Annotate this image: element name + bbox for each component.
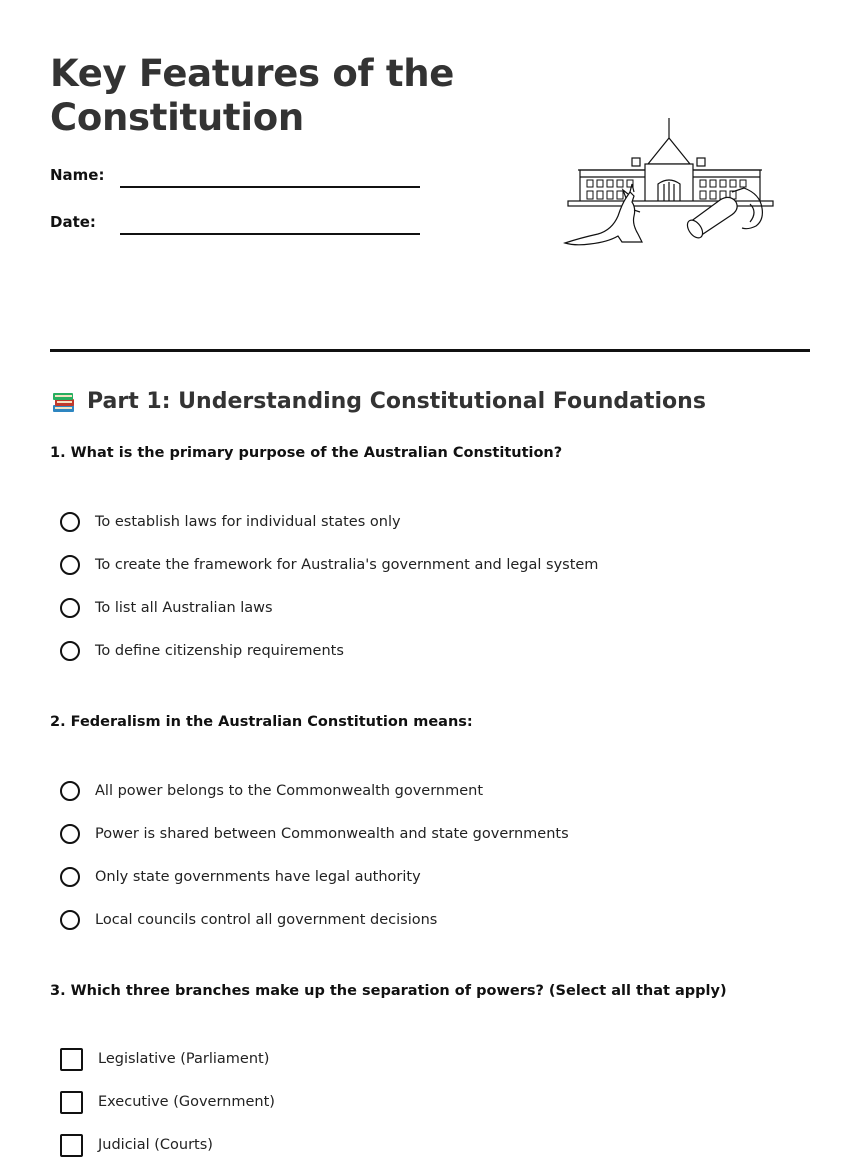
books-icon [50, 388, 77, 415]
q2-option-1[interactable] [60, 778, 483, 804]
q2-option-4[interactable] [60, 907, 437, 933]
radio-button[interactable] [60, 824, 80, 844]
q3-option-1[interactable] [60, 1046, 269, 1072]
radio-button[interactable] [60, 867, 80, 887]
option-label: To list all Australian laws [95, 600, 273, 616]
date-field[interactable] [120, 233, 420, 235]
part1-heading [50, 388, 706, 415]
checkbox[interactable] [60, 1048, 83, 1071]
radio-button[interactable] [60, 781, 80, 801]
section-divider [50, 349, 810, 352]
radio-button[interactable] [60, 598, 80, 618]
date-label: Date: [50, 213, 96, 231]
option-label: Only state governments have legal authority [95, 869, 421, 885]
question-1: 1. What is the primary purpose of the Australian Constitution? [50, 445, 563, 461]
checkbox[interactable] [60, 1091, 83, 1114]
question-3: 3. Which three branches make up the separation of powers? (Select all that apply) [50, 983, 727, 999]
radio-button[interactable] [60, 555, 80, 575]
q3-option-2[interactable] [60, 1089, 275, 1115]
option-label: To define citizenship requirements [95, 643, 344, 659]
q1-option-1[interactable] [60, 509, 401, 535]
radio-button[interactable] [60, 512, 80, 532]
checkbox[interactable] [60, 1134, 83, 1157]
parliament-house-kangaroo-icon [560, 112, 780, 257]
q3-option-3[interactable] [60, 1132, 213, 1158]
q2-option-2[interactable] [60, 821, 569, 847]
q1-option-4[interactable] [60, 638, 344, 664]
page-title-line-2: Constitution [50, 96, 304, 139]
q2-option-3[interactable] [60, 864, 421, 890]
q1-option-2[interactable] [60, 552, 598, 578]
name-field[interactable] [120, 186, 420, 188]
page-title [50, 52, 454, 140]
name-label: Name: [50, 166, 105, 184]
part1-heading-text: Part 1: Understanding Constitutional Foundations [87, 389, 706, 414]
option-label: Local councils control all government decisions [95, 912, 438, 928]
option-label: Legislative (Parliament) [98, 1051, 270, 1067]
option-label: Executive (Government) [98, 1094, 275, 1110]
page-title-line-1: Key Features of the [50, 52, 455, 95]
option-label: Power is shared between Commonwealth and state governments [95, 826, 569, 842]
option-label: To create the framework for Australia's government and legal system [95, 557, 599, 573]
option-label: Judicial (Courts) [98, 1137, 213, 1153]
radio-button[interactable] [60, 910, 80, 930]
q1-option-3[interactable] [60, 595, 273, 621]
question-2: 2. Federalism in the Australian Constitution means: [50, 714, 473, 730]
radio-button[interactable] [60, 641, 80, 661]
option-label: To establish laws for individual states only [95, 514, 401, 530]
option-label: All power belongs to the Commonwealth government [95, 783, 484, 799]
